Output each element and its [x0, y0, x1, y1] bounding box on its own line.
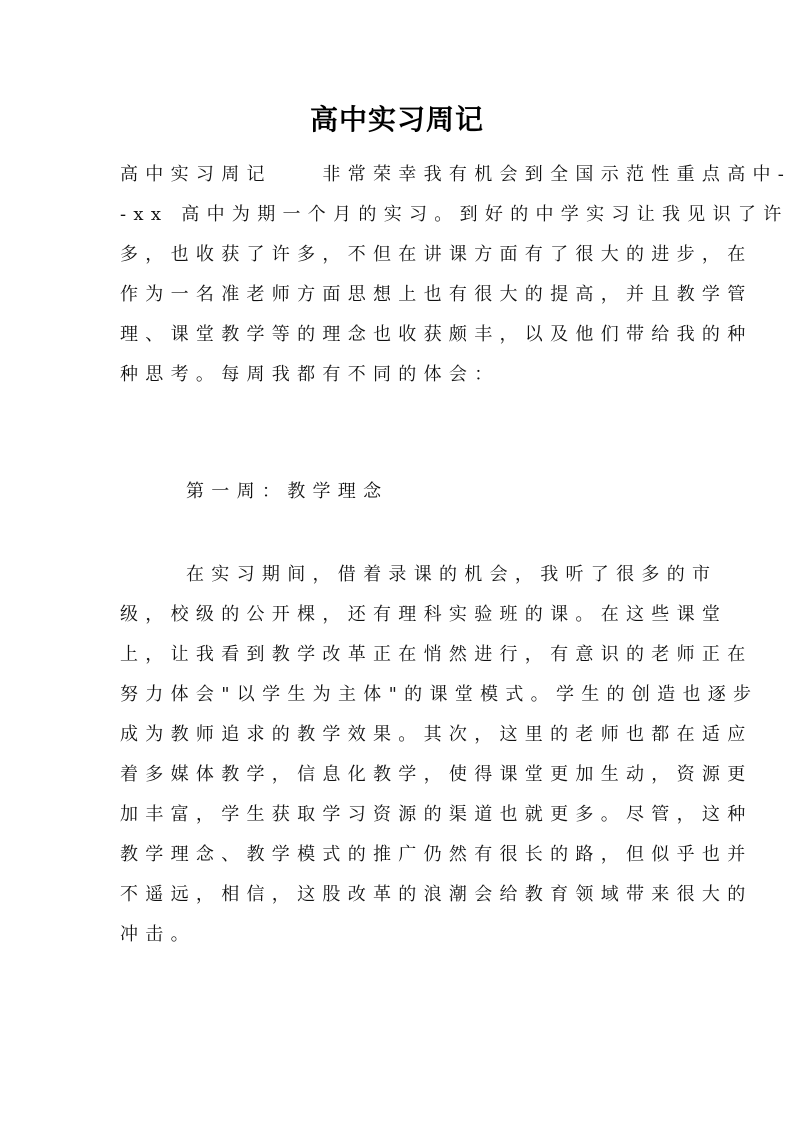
paragraph-line: 级，校级的公开棵，还有理科实验班的课。在这些课堂 [120, 604, 728, 625]
paragraph-line: 高中实习周记 非常荣幸我有机会到全国示范性重点高中- [120, 164, 792, 185]
paragraph-line: -xx 高中为期一个月的实习。到好的中学实习让我见识了许 [120, 204, 789, 225]
paragraph-line: 上，让我看到教学改革正在悄然进行，有意识的老师正在 [120, 644, 753, 665]
paragraph-line: 成为教师追求的教学效果。其次，这里的老师也都在适应 [120, 724, 753, 745]
paragraph-line: 种思考。每周我都有不同的体会： [120, 364, 500, 385]
paragraph-line: 作为一名准老师方面思想上也有很大的提高，并且教学管 [120, 284, 753, 305]
document-title: 高中实习周记 [309, 103, 484, 136]
paragraph-line: 教学理念、教学模式的推广仍然有很长的路，但似乎也并 [120, 844, 753, 865]
paragraph-line: 冲击。 [120, 924, 196, 945]
paragraph-line: 着多媒体教学，信息化教学，使得课堂更加生动，资源更 [120, 764, 753, 785]
paragraph-line: 多，也收获了许多，不但在讲课方面有了很大的进步，在 [120, 244, 753, 265]
paragraph-line: 不遥远，相信，这股改革的浪潮会给教育领域带来很大的 [120, 884, 753, 905]
paragraph-line: 加丰富，学生获取学习资源的渠道也就更多。尽管，这种 [120, 804, 753, 825]
paragraph-line: 理、课堂教学等的理念也收获颇丰，以及他们带给我的种 [120, 324, 753, 345]
paragraph-line: 在实习期间，借着录课的机会，我听了很多的市 [186, 564, 718, 585]
paragraph-line: 努力体会"以学生为主体"的课堂模式。学生的创造也逐步 [120, 684, 759, 705]
section-heading: 第一周：教学理念 [186, 481, 389, 502]
